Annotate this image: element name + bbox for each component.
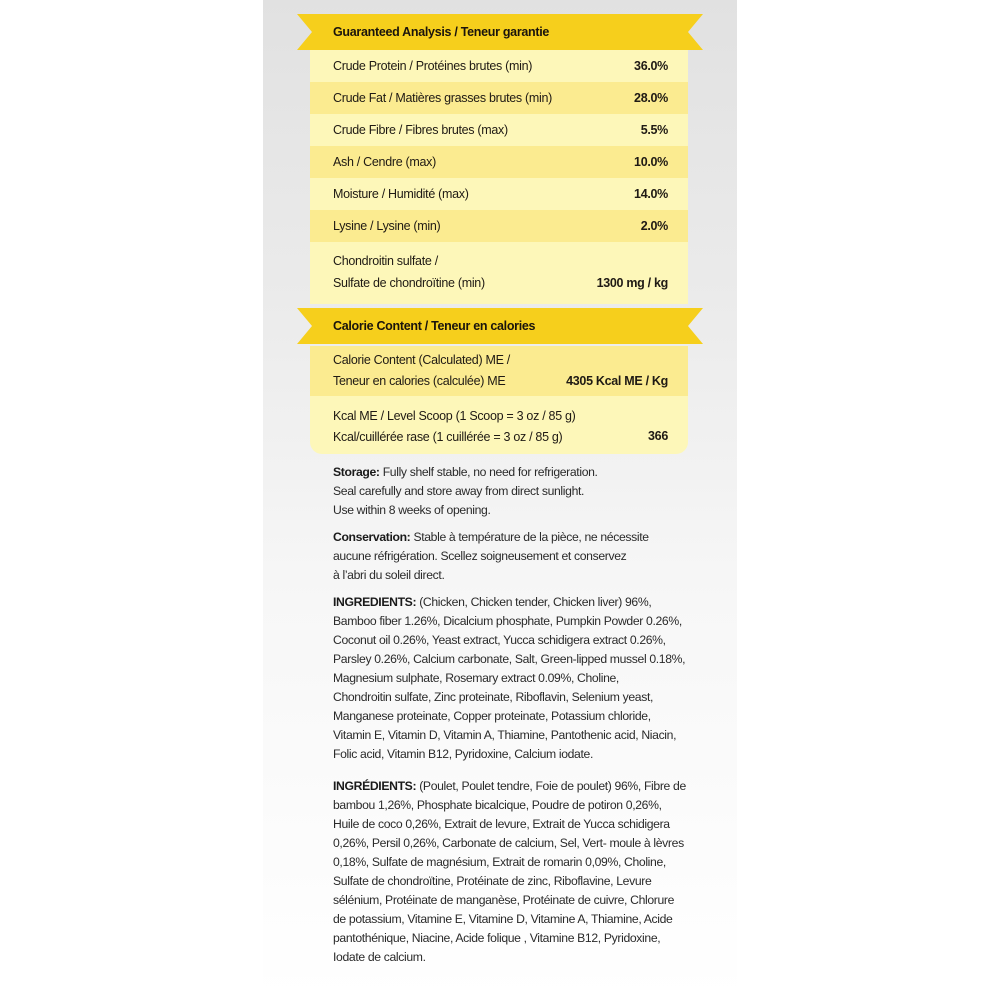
text-line: Stable à température de la pièce, ne nécessite (413, 530, 649, 544)
table-row (310, 346, 688, 396)
row-label-line: Kcal ME / Level Scoop (1 Scoop = 3 oz / 85 g) (333, 409, 576, 423)
conservation-text (333, 528, 693, 585)
analysis-card (310, 50, 688, 454)
row-label: Crude Fat / Matières grasses brutes (min) (333, 90, 553, 105)
row-value: 36.0% (634, 58, 668, 73)
text-line: Sulfate de chondroïtine, Protéinate de zinc, Riboflavine, Levure (333, 874, 652, 888)
text-line: 0,18%, Sulfate de magnésium, Extrait de romarin 0,09%, Choline, (333, 855, 666, 869)
row-label-line: Sulfate de chondroïtine (min) (333, 276, 485, 290)
row-label (333, 250, 485, 294)
analysis-banner (297, 14, 703, 52)
text-line: pantothénique, Niacine, Acide folique , Vitamine B12, Pyridoxine, (333, 931, 661, 945)
row-value: 366 (648, 429, 668, 443)
row-label-line: Kcal/cuillérée rase (1 cuillérée = 3 oz / 85 g) (333, 430, 563, 444)
conservation-label: Conservation: (333, 530, 411, 544)
text-line: 0,26%, Persil 0,26%, Carbonate de calcium, Sel, Vert- moule à lèvres (333, 836, 684, 850)
ingredients-label: INGRÉDIENTS: (333, 779, 417, 793)
text-line: de potassium, Vitamine E, Vitamine D, Vitamine A, Thiamine, Acide (333, 912, 673, 926)
text-line: Chondroitin sulfate, Zinc proteinate, Riboflavin, Selenium yeast, (333, 690, 654, 704)
row-label: Moisture / Humidité (max) (333, 186, 469, 201)
row-label (333, 350, 510, 392)
row-label (333, 406, 576, 448)
text-line: Use within 8 weeks of opening. (333, 503, 491, 517)
storage-label: Storage: (333, 465, 380, 479)
text-line: aucune réfrigération. Scellez soigneusement et conservez (333, 549, 627, 563)
row-value: 5.5% (640, 122, 668, 137)
table-row (310, 114, 688, 146)
text-line: Folic acid, Vitamin B12, Pyridoxine, Calcium iodate. (333, 747, 593, 761)
row-value: 14.0% (634, 186, 668, 201)
table-row (310, 82, 688, 114)
table-row (310, 242, 688, 304)
calorie-banner (297, 308, 703, 346)
text-line: Huile de coco 0,26%, Extrait de levure, Extrait de Yucca schidigera (333, 817, 670, 831)
table-row (310, 146, 688, 178)
table-row (310, 178, 688, 210)
text-line: Fully shelf stable, no need for refrigeration. (382, 465, 598, 479)
table-row (310, 50, 688, 82)
table-row (310, 210, 688, 242)
row-label-line: Teneur en calories (calculée) ME (333, 374, 506, 388)
table-row (310, 400, 688, 454)
ingredients-french (333, 777, 693, 967)
row-label: Crude Fibre / Fibres brutes (max) (333, 122, 508, 137)
text-line: Bamboo fiber 1.26%, Dicalcium phosphate, Pumpkin Powder 0.26%, (333, 614, 682, 628)
text-line: à l’abri du soleil direct. (333, 568, 445, 582)
text-line: Coconut oil 0.26%, Yeast extract, Yucca schidigera extract 0.26%, (333, 633, 666, 647)
text-line: Vitamin E, Vitamin D, Vitamin A, Thiamine, Pantothenic acid, Niacin, (333, 728, 677, 742)
row-label: Ash / Cendre (max) (333, 154, 436, 169)
storage-text (333, 463, 693, 520)
row-label: Crude Protein / Protéines brutes (min) (333, 58, 533, 73)
text-line: sélénium, Protéinate de manganèse, Protéinate de cuivre, Chlorure (333, 893, 675, 907)
ingredients-english (333, 593, 693, 764)
text-line: (Poulet, Poulet tendre, Foie de poulet) 96%, Fibre de (419, 779, 686, 793)
row-label: Lysine / Lysine (min) (333, 218, 441, 233)
row-value: 2.0% (640, 218, 668, 233)
text-line: Seal carefully and store away from direct sunlight. (333, 484, 585, 498)
row-value: 10.0% (634, 154, 668, 169)
ingredients-label: INGREDIENTS: (333, 595, 417, 609)
section-title: Guaranteed Analysis / Teneur garantie (333, 25, 550, 39)
text-line: Manganese proteinate, Copper proteinate, Potassium chloride, (333, 709, 651, 723)
row-value: 28.0% (634, 90, 668, 105)
text-line: Parsley 0.26%, Calcium carbonate, Salt, Green-lipped mussel 0.18%, (333, 652, 686, 666)
section-title: Calorie Content / Teneur en calories (333, 319, 536, 333)
row-value: 4305 Kcal ME / Kg (566, 374, 668, 388)
row-value: 1300 mg / kg (596, 276, 668, 290)
text-line: Iodate de calcium. (333, 950, 426, 964)
text-line: Magnesium sulphate, Rosemary extract 0.09%, Choline, (333, 671, 619, 685)
row-label-line: Calorie Content (Calculated) ME / (333, 353, 510, 367)
text-line: (Chicken, Chicken tender, Chicken liver) 96%, (419, 595, 652, 609)
text-line: bambou 1,26%, Phosphate bicalcique, Poudre de potiron 0,26%, (333, 798, 662, 812)
row-label-line: Chondroitin sulfate / (333, 254, 438, 268)
